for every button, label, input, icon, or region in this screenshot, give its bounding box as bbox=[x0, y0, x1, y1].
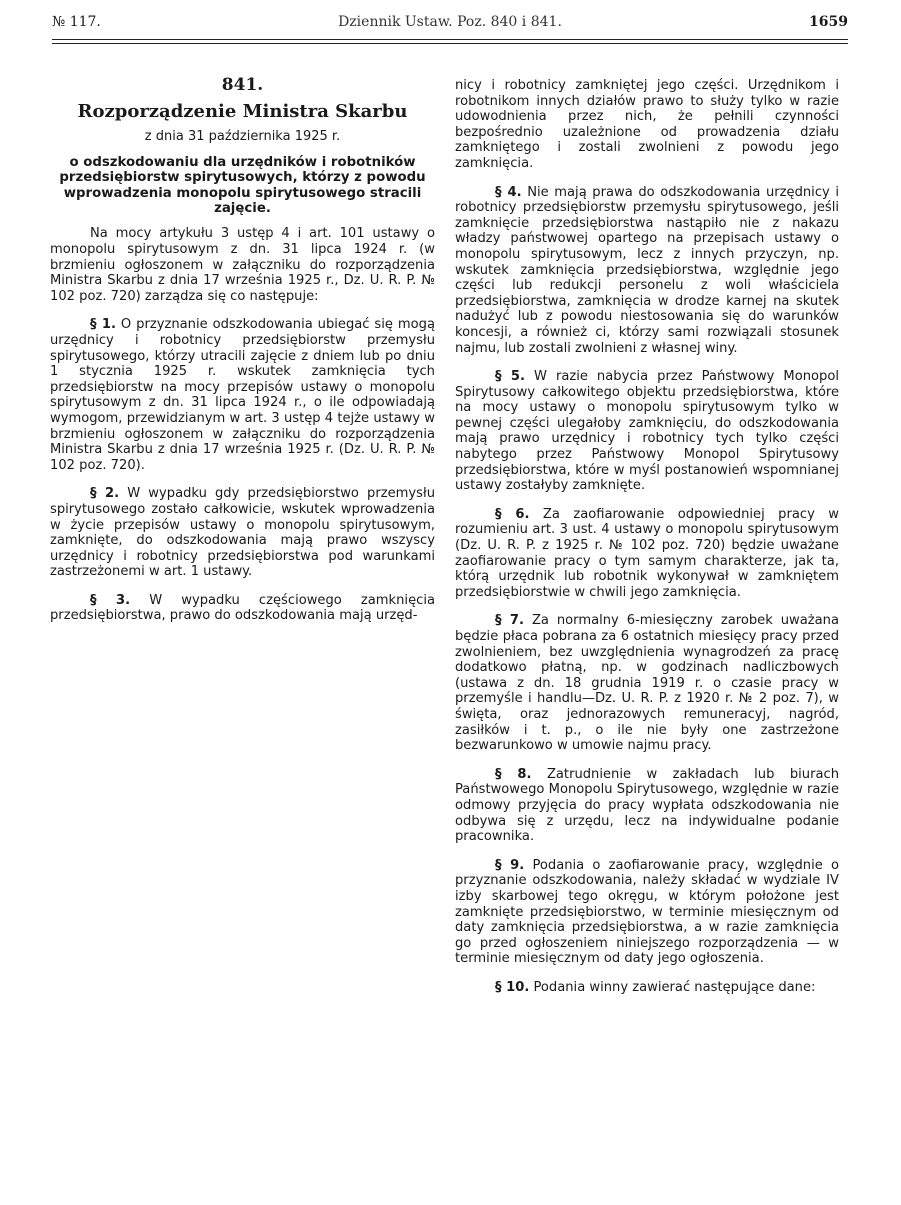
section-2 bbox=[50, 486, 435, 580]
section-text: Podania winny zawierać następujące dane: bbox=[533, 979, 816, 995]
section-label: § 5. bbox=[495, 369, 526, 385]
section-text: Nie mają prawa do odszkodowania urzędnicy i robotnicy przedsiębiorstw przemysłu spirytusowego, jeśli zamknięcie przedsiębiorstwa nastąpiło nie z nakazu władzy państwowej opartego na przepisach ustawy o monopolu spirytusowym, lecz z innych przyczyn, np. wskutek zamknięcia przedsiębiorstwa, względnie jego części lub redukcji personelu z woli właściciela przedsiębiorstwa, zamknięcia w drodze karnej na skutek nadużyć lub z powodu niestosowania się do warunków koncesji, a również ci, którzy sami rozwiązali stosunek najmu, lub zostali zwolnieni z własnej winy. bbox=[455, 184, 839, 356]
section-3-continued bbox=[455, 78, 839, 172]
act-title: Rozporządzenie Ministra Skarbu bbox=[77, 100, 408, 122]
section-6 bbox=[455, 507, 839, 601]
section-3 bbox=[50, 593, 435, 624]
section-5 bbox=[455, 369, 839, 494]
section-text: Podania o zaofiarowanie pracy, względnie o przyznanie odszkodowania, należy składać w wydziale IV izby skarbowej tego okręgu, w którym położone jest zamknięte przedsiębiorstwo, w terminie miesięcznym od daty zamknięcia przedsiębiorstwa, a w razie zamknięcia go przed ogłoszeniem niniejszego rozporządzenia — w terminie miesięcznym od daty jego ogłoszenia. bbox=[455, 857, 839, 967]
issue-number: № 117. bbox=[52, 14, 101, 30]
section-1 bbox=[50, 317, 435, 473]
section-text: O przyznanie odszkodowania ubiegać się mogą urzędnicy i robotnicy przedsiębiorstw przemysłu spirytusowego, którzy utracili zajęcie z dniem lub po dniu 1 stycznia 1925 r. wskutek zamknięcia tych przedsiębiorstw na mocy przepisów ustawy o monopolu spirytusowym z dn. 31 lipca 1924 r., o ile odpowiadają wymogom, przewidzianym w art. 3 ustęp 4 tejże ustawy w brzmieniu ogłoszonem w załączniku do rozporządzenia Ministra Skarbu z dnia 17 września 1925 r. (Dz. U. R. P. № 102 poz. 720). bbox=[50, 317, 435, 473]
section-label: § 1. bbox=[90, 317, 116, 333]
right-column bbox=[455, 78, 839, 1008]
section-text: W razie nabycia przez Państwowy Monopol Spirytusowy całkowitego objektu przedsiębiorstwa, które na mocy ustawy o monopolu spirytusowym tylko w pewnej części ulegałoby zamknięciu, do odszkodowania mają prawo urzędnicy i robotnicy tych tylko części nabytego przez Państwowy Monopol Spirytusowy przedsiębiorstwa, które w myśl postanowień wspomnianej ustawy zostałyby zamknięte. bbox=[455, 369, 839, 494]
left-column bbox=[50, 64, 435, 637]
section-10 bbox=[455, 980, 839, 996]
page-header bbox=[52, 14, 848, 54]
header-rule bbox=[52, 39, 848, 40]
section-9 bbox=[455, 858, 839, 967]
section-text: Zatrudnienie w zakładach lub biurach Państwowego Monopolu Spirytusowego, względnie w razie odmowy przyjęcia do pracy wypłata odszkodowania nie odbywa się z urzędu, lecz na indywidualne podanie pracownika. bbox=[455, 766, 839, 845]
header-rule-double bbox=[52, 43, 848, 44]
act-number: 841. bbox=[221, 75, 264, 95]
section-label: § 6. bbox=[495, 506, 530, 522]
section-label: § 8. bbox=[495, 766, 532, 782]
act-subject: o odszkodowaniu dla urzędników i robotników przedsiębiorstw spirytusowych, którzy z powodu wprowadzenia monopolu spirytusowego stracili zajęcie. bbox=[59, 154, 426, 216]
section-label: § 10. bbox=[495, 979, 530, 995]
section-label: § 9. bbox=[495, 857, 525, 873]
section-text: W wypadku częściowego zamknięcia przedsiębiorstwa, prawo do odszkodowania mają urzęd- bbox=[50, 592, 435, 624]
section-label: § 2. bbox=[90, 486, 120, 502]
section-text: Za zaofiarowanie odpowiedniej pracy w rozumieniu art. 3 ust. 4 ustawy o monopolu spirytusowym (Dz. U. R. P. z 1925 r. № 102 poz. 720) będzie uważane zaofiarowanie pracy o tym samym charakterze, jak ta, którą urzędnik lub robotnik wykonywał w zamkniętem przedsiębiorstwie w chwili jego zamknięcia. bbox=[455, 506, 839, 600]
section-7 bbox=[455, 613, 839, 753]
preamble: Na mocy artykułu 3 ustęp 4 i art. 101 ustawy o monopolu spirytusowym z dn. 31 lipca 1924 r. (w brzmieniu ogłoszonem w załączniku do rozporządzenia Ministra Skarbu z dnia 17 września 1925 r., Dz. U. R. P. № 102 poz. 720) zarządza się co następuje: bbox=[50, 226, 435, 304]
act-date: z dnia 31 października 1925 r. bbox=[144, 129, 341, 145]
section-4 bbox=[455, 185, 839, 357]
section-text: nicy i robotnicy zamkniętej jego części. Urzędnikom i robotnikom innych działów prawo to służy tylko w razie udowodnienia przez nich, że pełnili czynności bezpośrednio uzależnione od prowadzenia działu zamkniętego i zostali zwolnieni z powodu jego zamknięcia. bbox=[455, 78, 839, 171]
section-text: Za normalny 6-miesięczny zarobek uważana będzie płaca pobrana za 6 ostatnich miesięcy pracy przed zwolnieniem, bez uwzględnienia wynagrodzeń za pracę dodatkowo płatną, np. w godzinach nadliczbowych (ustawa z dn. 18 grudnia 1919 r. o czasie pracy w przemyśle i handlu—Dz. U. R. P. z 1920 r. № 2 poz. 7), w święta, oraz jednorazowych remuneracyj, nagród, zasiłków i t. p., o ile nie były one zastrzeżone bezwarunkowo w umowie najmu pracy. bbox=[455, 613, 839, 754]
section-text: W wypadku gdy przedsiębiorstwo przemysłu spirytusowego zostało całkowicie, wskutek wprowadzenia w życie przepisów ustawy o monopolu spirytusowym, zamknięte, do odszkodowania mają prawo wszyscy urzędnicy i robotnicy przedsiębiorstwa pod warunkami zastrzeżonemi w art. 1 ustawy. bbox=[50, 486, 435, 580]
page-number: 1659 bbox=[809, 14, 848, 30]
section-label: § 7. bbox=[495, 613, 524, 629]
section-label: § 4. bbox=[495, 184, 522, 200]
journal-title: Dziennik Ustaw. Poz. 840 i 841. bbox=[338, 14, 562, 30]
section-label: § 3. bbox=[90, 592, 131, 608]
section-8 bbox=[455, 767, 839, 845]
